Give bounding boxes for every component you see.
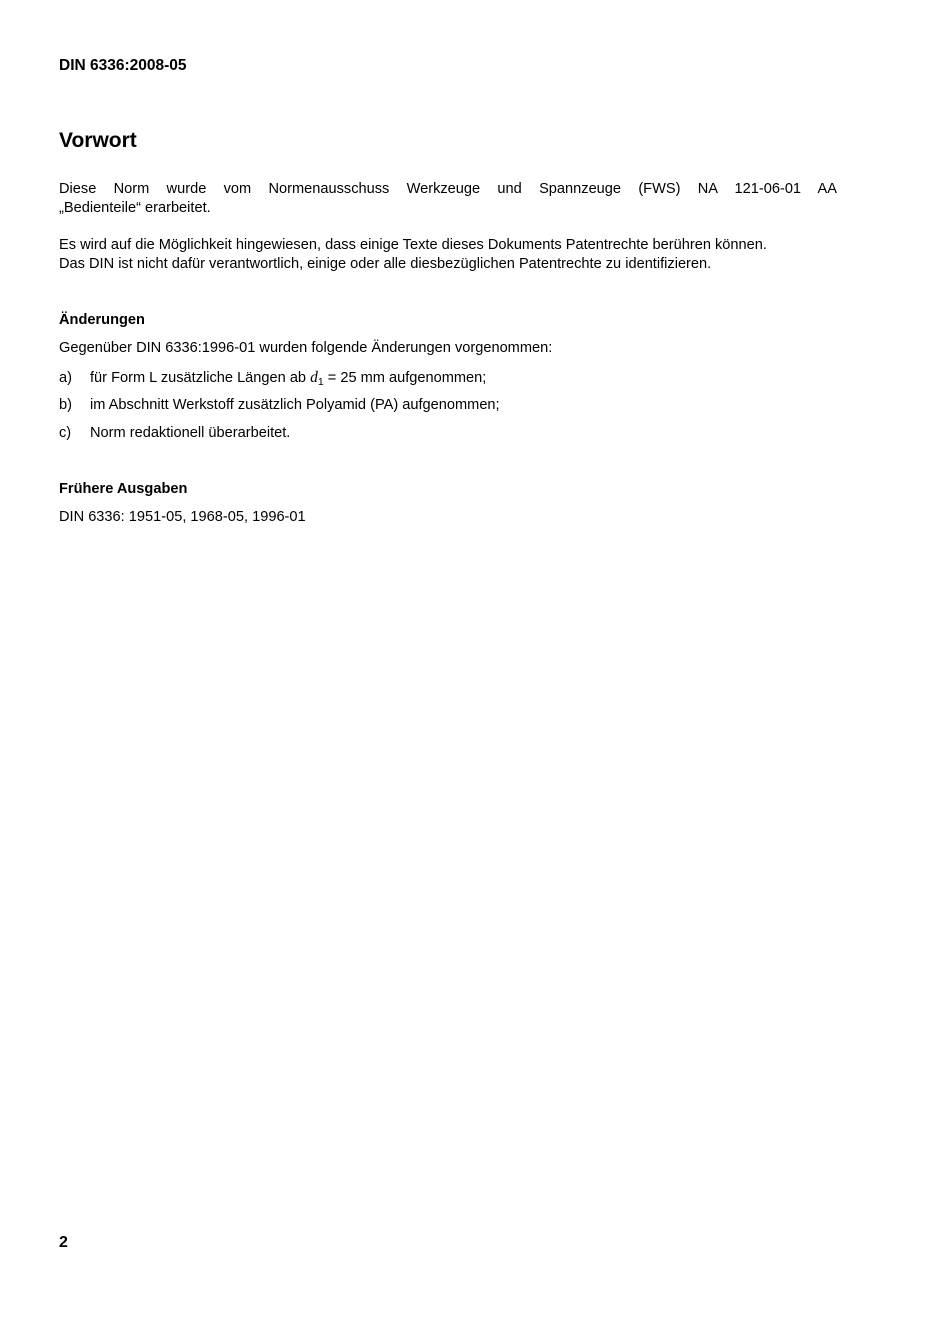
list-item-text-end: = 25 mm aufgenommen; bbox=[323, 370, 487, 386]
math-subscript: 1 bbox=[317, 376, 324, 388]
list-item-label: c) bbox=[59, 425, 72, 441]
list-item-text: Norm redaktionell überarbeitet. bbox=[90, 425, 291, 441]
intro-line-1: Diese Norm wurde vom Normenausschuss Werkzeuge und Spannzeuge (FWS) NA 121-06-01 AA bbox=[59, 181, 837, 197]
changes-heading: Änderungen bbox=[59, 312, 145, 328]
changes-intro: Gegenüber DIN 6336:1996-01 wurden folgende Änderungen vorgenommen: bbox=[59, 340, 553, 356]
list-item-label: b) bbox=[59, 397, 72, 413]
intro-paragraph bbox=[59, 180, 837, 218]
previous-editions-heading: Frühere Ausgaben bbox=[59, 481, 188, 497]
patent-note-line-1: Es wird auf die Möglichkeit hingewiesen, dass einige Texte dieses Dokuments Patentrechte berühren können. bbox=[59, 237, 767, 253]
page-title: Vorwort bbox=[59, 129, 137, 152]
changes-list-item-c bbox=[59, 425, 290, 441]
list-item-text: für Form L zusätzliche Längen ab bbox=[90, 370, 311, 386]
intro-line-2: „Bedienteile“ erarbeitet. bbox=[59, 200, 211, 216]
changes-list-item-b bbox=[59, 397, 500, 413]
changes-list-item-a bbox=[59, 369, 486, 387]
patent-note-line-2: Das DIN ist nicht dafür verantwortlich, einige oder alle diesbezüglichen Patentrechte zu identifizieren. bbox=[59, 256, 712, 272]
list-item-label: a) bbox=[59, 370, 72, 386]
list-item-text: im Abschnitt Werkstoff zusätzlich Polyamid (PA) aufgenommen; bbox=[90, 397, 500, 413]
previous-editions-text: DIN 6336: 1951-05, 1968-05, 1996-01 bbox=[59, 509, 306, 525]
page-number: 2 bbox=[59, 1234, 68, 1251]
patent-note-paragraph bbox=[59, 236, 837, 274]
document-id-header: DIN 6336:2008-05 bbox=[59, 57, 187, 74]
math-variable: d bbox=[310, 369, 318, 386]
